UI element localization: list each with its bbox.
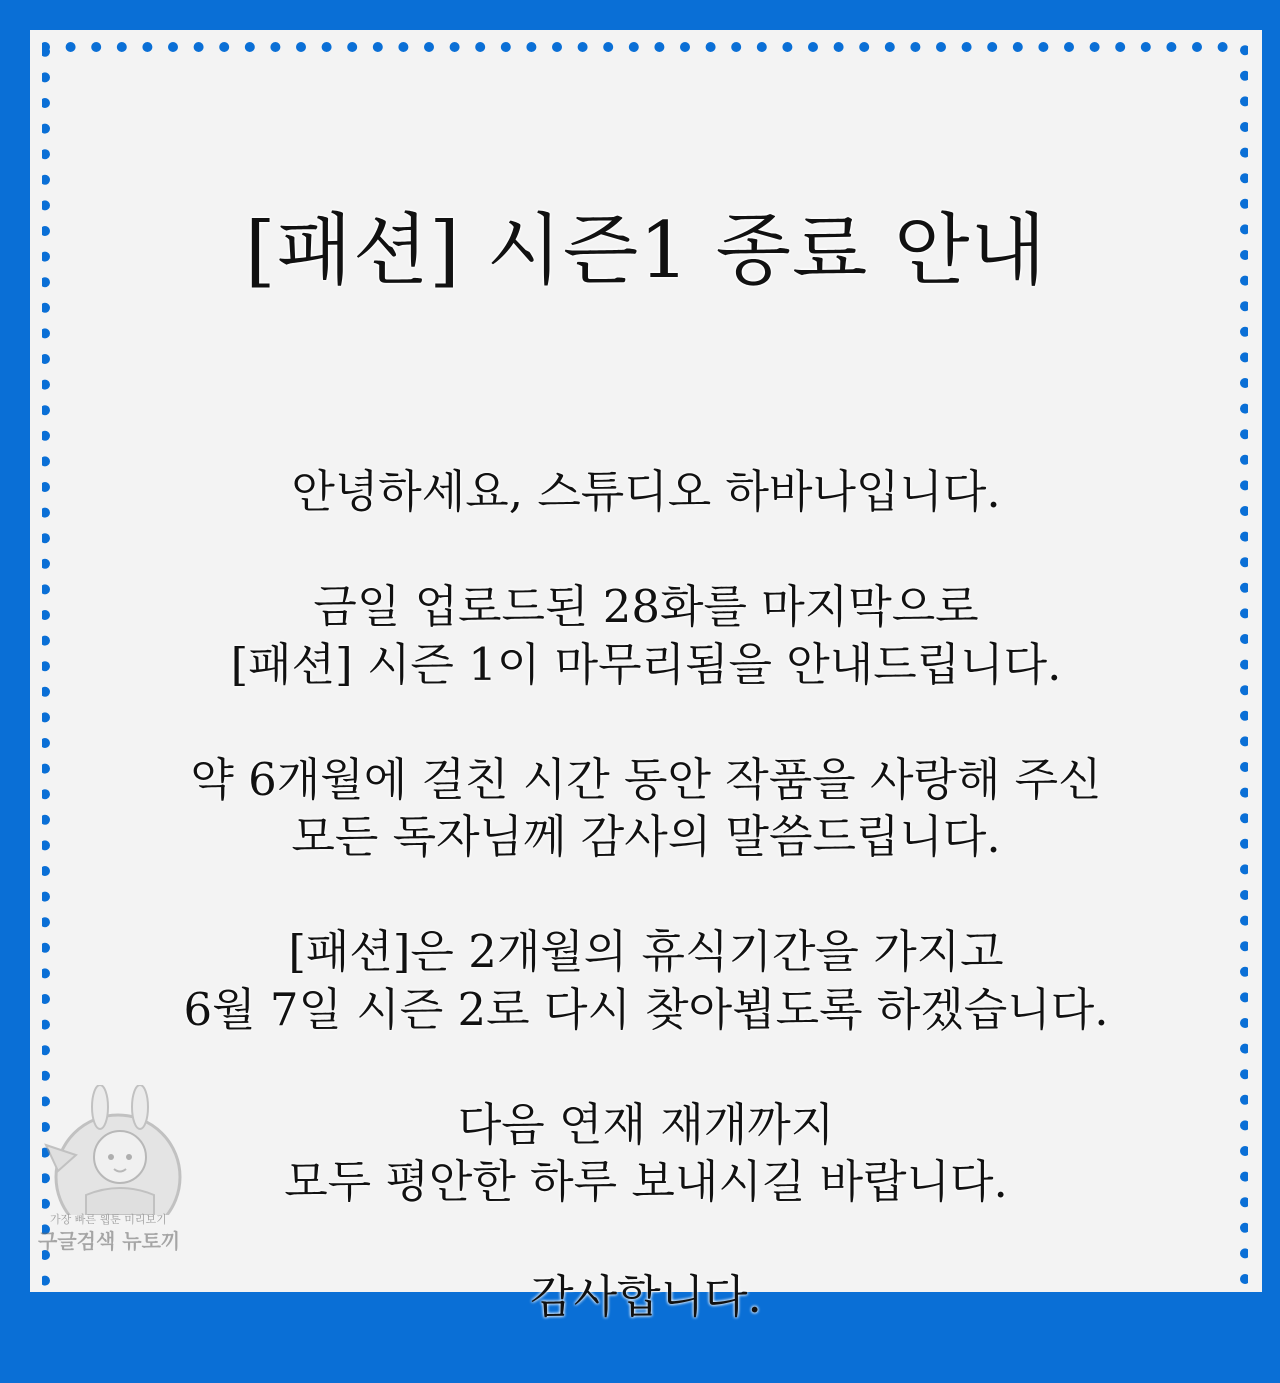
watermark-brand: 구글검색 뉴토끼 bbox=[38, 1229, 181, 1253]
farewell-paragraph bbox=[30, 1096, 1262, 1211]
break-paragraph bbox=[30, 923, 1262, 1038]
text-line: 약 6개월에 걸친 시간 동안 작품을 사랑해 주신 bbox=[190, 752, 1102, 806]
page-title: [패션] 시즌1 종료 안내 bbox=[245, 206, 1047, 296]
text-line: 안녕하세요, 스튜디오 하바나입니다. bbox=[291, 465, 1001, 518]
notice-card bbox=[30, 30, 1262, 1323]
text-line: [패션]은 2개월의 휴식기간을 가지고 bbox=[288, 925, 1004, 978]
greeting-paragraph bbox=[30, 463, 1262, 521]
season-end-paragraph bbox=[30, 578, 1262, 693]
text-line: 모두 평안한 하루 보내시길 바랍니다. bbox=[284, 1155, 1008, 1208]
text-line: 감사합니다. bbox=[530, 1270, 762, 1323]
watermark-tagline: 가장 빠른 웹툰 미리보기 bbox=[50, 1213, 167, 1226]
text-line: [패션] 시즌 1이 마무리됨을 안내드립니다. bbox=[230, 637, 1062, 691]
text-line: 금일 업로드된 28화를 마지막으로 bbox=[313, 580, 979, 633]
text-line: 모든 독자님께 감사의 말씀드립니다. bbox=[291, 810, 1001, 863]
site-watermark bbox=[36, 1085, 196, 1265]
text-line: 다음 연재 재개까지 bbox=[457, 1097, 835, 1151]
bunny-mascot-icon bbox=[36, 1085, 196, 1215]
thanks-paragraph bbox=[30, 751, 1262, 866]
text-line: 6월 7일 시즌 2로 다시 찾아뵙도록 하겠습니다. bbox=[183, 982, 1109, 1036]
notice-body bbox=[30, 463, 1262, 1383]
closing-paragraph bbox=[30, 1268, 1262, 1326]
